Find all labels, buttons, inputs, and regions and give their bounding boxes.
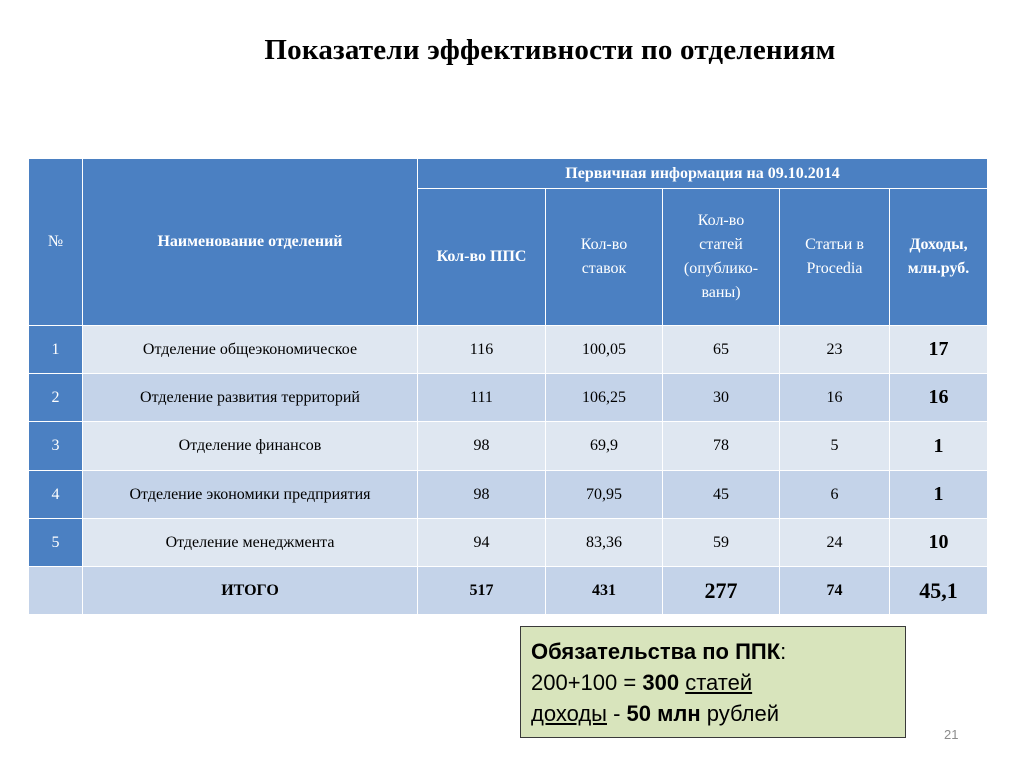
department-name: Отделение финансов xyxy=(83,422,418,471)
note-sum: 200+100 = xyxy=(531,670,643,695)
table-row xyxy=(29,471,988,519)
pps-count: 116 xyxy=(418,326,546,374)
row-number: 2 xyxy=(29,374,83,422)
note-articles-word: статей xyxy=(685,670,753,695)
stavok-count: 100,05 xyxy=(546,326,663,374)
procedia-count: 24 xyxy=(780,519,890,567)
note-heading: Обязательства по ППК xyxy=(531,639,781,664)
stavok-count: 70,95 xyxy=(546,471,663,519)
total-stavok: 431 xyxy=(546,567,663,615)
header-income-line1: Доходы, xyxy=(909,236,968,253)
stavok-count: 83,36 xyxy=(546,519,663,567)
total-pps: 517 xyxy=(418,567,546,615)
note-articles-total: 300 xyxy=(642,670,680,695)
procedia-count: 16 xyxy=(780,374,890,422)
performance-table xyxy=(28,158,988,615)
pps-count: 111 xyxy=(418,374,546,422)
note-articles-line xyxy=(531,667,895,698)
procedia-count: 23 xyxy=(780,326,890,374)
articles-count: 30 xyxy=(663,374,780,422)
pps-count: 98 xyxy=(418,422,546,471)
note-currency: рублей xyxy=(700,701,779,726)
income-value: 1 xyxy=(890,422,988,471)
row-number: 3 xyxy=(29,422,83,471)
department-name: Отделение менеджмента xyxy=(83,519,418,567)
note-dash: - xyxy=(606,701,627,726)
header-procedia-line1: Статьи в xyxy=(805,236,864,253)
articles-count: 78 xyxy=(663,422,780,471)
table-row xyxy=(29,326,988,374)
note-income-line xyxy=(531,698,895,729)
header-primary-info: Первичная информация на 09.10.2014 xyxy=(418,159,988,189)
department-name: Отделение экономики предприятия xyxy=(83,471,418,519)
articles-count: 45 xyxy=(663,471,780,519)
pps-count: 94 xyxy=(418,519,546,567)
total-empty-cell xyxy=(29,567,83,615)
header-stavok-line2: ставок xyxy=(581,260,627,277)
total-label: ИТОГО xyxy=(83,567,418,615)
stavok-count: 106,25 xyxy=(546,374,663,422)
income-value: 17 xyxy=(890,326,988,374)
note-colon: : xyxy=(780,639,787,664)
articles-count: 59 xyxy=(663,519,780,567)
header-income xyxy=(890,189,988,326)
row-number: 4 xyxy=(29,471,83,519)
note-heading-line xyxy=(531,636,895,667)
department-name: Отделение развития территорий xyxy=(83,374,418,422)
header-number: № xyxy=(29,159,83,326)
slide-title: Показатели эффективности по отделениям xyxy=(264,34,836,66)
table-row xyxy=(29,374,988,422)
note-income-amount: 50 млн xyxy=(626,701,701,726)
row-number: 1 xyxy=(29,326,83,374)
total-income: 45,1 xyxy=(890,567,988,615)
header-articles-line2: статей xyxy=(699,236,743,253)
obligations-note xyxy=(520,626,906,738)
articles-count: 65 xyxy=(663,326,780,374)
header-pps: Кол-во ППС xyxy=(418,189,546,326)
stavok-count: 69,9 xyxy=(546,422,663,471)
header-articles-line1: Кол-во xyxy=(697,212,745,229)
table-row xyxy=(29,422,988,471)
header-procedia-line2: Procedia xyxy=(806,260,863,277)
total-row xyxy=(29,567,988,615)
header-stavok-line1: Кол-во xyxy=(580,236,628,253)
table-row xyxy=(29,519,988,567)
total-articles: 277 xyxy=(663,567,780,615)
procedia-count: 6 xyxy=(780,471,890,519)
header-articles-line3: (опублико- xyxy=(683,260,759,277)
procedia-count: 5 xyxy=(780,422,890,471)
header-income-line2: млн.руб. xyxy=(907,260,970,277)
income-value: 1 xyxy=(890,471,988,519)
header-stavok xyxy=(546,189,663,326)
total-procedia: 74 xyxy=(780,567,890,615)
note-income-word: доходы xyxy=(531,701,607,726)
header-articles xyxy=(663,189,780,326)
department-name: Отделение общеэкономическое xyxy=(83,326,418,374)
income-value: 10 xyxy=(890,519,988,567)
page-number: 21 xyxy=(944,727,959,742)
header-procedia xyxy=(780,189,890,326)
row-number: 5 xyxy=(29,519,83,567)
pps-count: 98 xyxy=(418,471,546,519)
header-department-name: Наименование отделений xyxy=(83,159,418,326)
header-articles-line4: ваны) xyxy=(701,284,741,301)
income-value: 16 xyxy=(890,374,988,422)
